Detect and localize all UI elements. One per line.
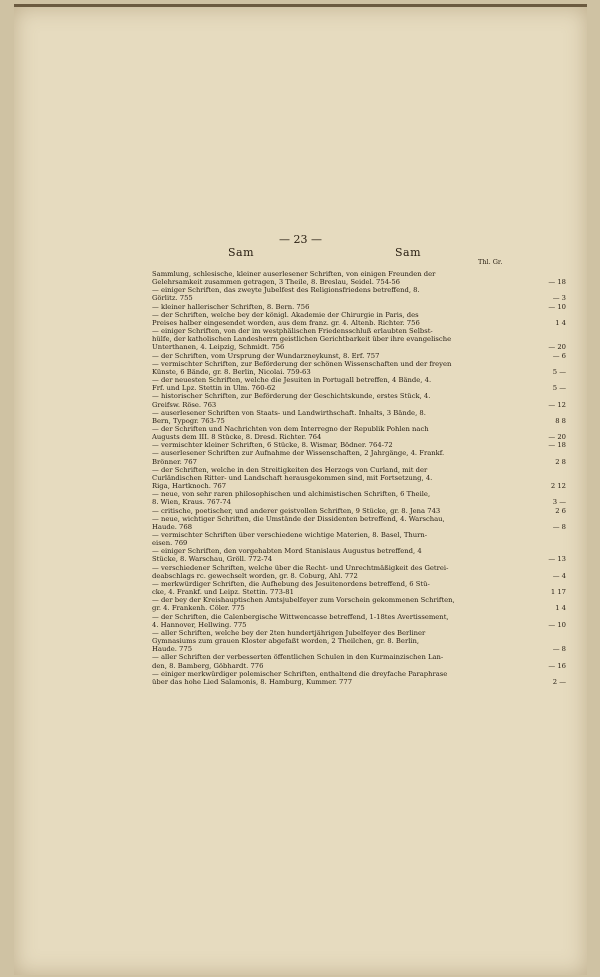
entry-price: — 18 xyxy=(548,441,566,450)
catalog-entry xyxy=(152,514,566,531)
entry-price: — 18 xyxy=(548,278,566,287)
entry-text-line: über das hohe Lied Salamonis, 8. Hamburg, Kummer. 777 xyxy=(152,677,353,686)
entry-text-line: Frf. und Lpz. Stettin in Ulm. 760-62 xyxy=(152,384,276,393)
entry-price: 8 8 xyxy=(555,416,566,425)
entry-price: — 3 xyxy=(552,294,566,303)
entry-text-line: — der Schriften, welche in den Streitigkeiten des Herzogs von Curland, mit der xyxy=(152,465,428,474)
catalog-entry xyxy=(152,563,566,580)
catalog-entry xyxy=(152,327,566,352)
catalog-entry xyxy=(152,392,566,409)
entry-text-line: Bern, Typogr. 763-75 xyxy=(152,416,225,425)
entry-price: — 20 xyxy=(548,343,566,352)
catalog-entry xyxy=(152,547,566,564)
catalog-entry xyxy=(152,441,566,450)
entry-price: — 8 xyxy=(552,522,566,531)
entry-text-line: — auserlesener Schriften zur Aufnahme der Wissenschaften, 2 Jahrgänge, 4. Frankf. xyxy=(152,449,445,458)
catalog-entry xyxy=(152,302,566,311)
book-page xyxy=(14,4,587,975)
entry-text-line: 8. Wien, Kraus. 767-74 xyxy=(152,498,231,507)
entry-text-line: — auserlesener Schriften von Staats- und Landwirthschaft. Inhalts, 3 Bände, 8. xyxy=(152,408,426,417)
entry-text-line: — historischer Schriften, zur Beförderung der Geschichtskunde, erstes Stück, 4. xyxy=(152,392,431,401)
catalog-entry xyxy=(152,424,566,442)
entry-text-line: — der neuesten Schriften, welche die Jesuiten in Portugall betreffen, 4 Bände, 4. xyxy=(152,376,432,385)
entry-text-line: — merkwürdiger Schriften, die Aufhebung des Jesuitenordens betreffend, 6 Stü- xyxy=(152,579,430,588)
entry-text-line: deabschlags rc. gewechselt worden, gr. 8. Coburg, Ahl. 772 xyxy=(152,571,358,580)
entry-text-line: 4. Hannover, Hellwing. 775 xyxy=(152,620,247,629)
entry-text-line: den, 8. Bamberg, Göbhardt. 776 xyxy=(152,661,264,670)
entry-price: — 8 xyxy=(552,645,566,654)
catalog-entry xyxy=(152,286,566,303)
entry-text-line: eisen. 769 xyxy=(152,539,188,548)
catalog-entry xyxy=(152,270,566,287)
entry-text-line: — neue, wichtiger Schriften, die Umstände der Dissidenten betreffend, 4. Warschau, xyxy=(152,514,445,523)
catalog-entry xyxy=(152,628,566,654)
entry-price: 5 — xyxy=(552,384,566,393)
entry-price: 5 — xyxy=(552,367,566,376)
entry-text-line: — einiger merkwürdiger polemischer Schriften, enthaltend die dreyfache Paraphrase xyxy=(152,669,448,678)
entry-text-line: hülfe, der katholischen Landesherrn geistlichen Gerichtbarkeit über ihre evangelische xyxy=(152,335,452,344)
entry-text-line: Greifsw. Röse. 763 xyxy=(152,400,217,409)
catalog-entry xyxy=(152,359,566,376)
entry-price: 1 17 xyxy=(550,588,566,597)
catalog-entry xyxy=(152,669,566,686)
entry-text-line: Gelehrsamkeit zusammen getragen, 3 Theile, 8. Breslau, Seidel. 754-56 xyxy=(152,278,400,287)
catalog-entry xyxy=(152,579,566,597)
entry-price: 2 — xyxy=(552,677,566,686)
entry-text-line: cke, 4. Frankf. und Leipz. Stettin. 773-81 xyxy=(152,588,294,597)
entry-price: 1 4 xyxy=(555,318,566,327)
entry-text-line: — einiger Schriften, von der im westphälischen Friedensschluß erlaubten Selbst- xyxy=(152,327,433,336)
entry-price: — 16 xyxy=(548,661,566,670)
price-header-label: Thl. Gr. xyxy=(478,258,503,266)
entry-text-line: — vermischter kleiner Schriften, 6 Stücke, 8. Wismar, Bödner. 764-72 xyxy=(152,441,393,450)
entry-text-line: Görlitz. 755 xyxy=(152,294,193,303)
catalog-entry xyxy=(152,351,566,360)
entry-text-line: — einiger Schriften, das zweyte Jubelfest des Religionsfriedens betreffend, 8. xyxy=(152,286,420,295)
entry-text-line: — der bey der Kreishauptischen Amtsjubelfeyer zum Vorschein gekommenen Schriften, xyxy=(152,596,455,605)
catalog-entry xyxy=(152,376,566,393)
entry-text-line: — der Schriften, vom Ursprung der Wundarzneykunst, 8. Erf. 757 xyxy=(152,351,380,360)
page-number: — 23 — xyxy=(279,233,322,246)
catalog-entry xyxy=(152,310,566,327)
entry-text-line: Curländischen Ritter- und Landschaft herausgekommen sind, mit Fortsetzung, 4. xyxy=(152,473,433,482)
entry-text-line: — neue, von sehr raren philosophischen und alchimistischen Schriften, 6 Theile, xyxy=(152,490,431,499)
catalog-entry xyxy=(152,531,566,548)
catalog-entry xyxy=(152,490,566,507)
entry-text-line: Künste, 6 Bände, gr. 8. Berlin, Nicolai. 759-63 xyxy=(152,367,311,376)
entry-text-line: Haude. 768 xyxy=(152,522,193,531)
entry-price: 2 8 xyxy=(555,457,566,466)
entry-price: — 10 xyxy=(548,302,566,311)
entry-text-line: Unterthanen, 4. Leipzig, Schmidt. 756 xyxy=(152,343,285,352)
entry-text-line: Stücke, 8. Warschau, Gröll. 772-74 xyxy=(152,555,273,564)
entry-text-line: — verschiedener Schriften, welche über die Recht- und Unrechtmäßigkeit des Getrei- xyxy=(152,563,449,572)
entry-text-line: Brönner. 767 xyxy=(152,457,197,466)
entry-text-line: — der Schriften, die Calenbergische Wittwencasse betreffend, 1-18tes Avertissement, xyxy=(152,612,449,621)
entry-price: — 4 xyxy=(552,571,566,580)
catalog-entry xyxy=(152,596,566,613)
catalog-entry xyxy=(152,449,566,466)
entry-text-line: — aller Schriften der verbesserten öffentlichen Schulen in den Kurmainzischen Lan- xyxy=(152,653,444,662)
catalog-entry xyxy=(152,465,566,491)
entry-text-line: — aller Schriften, welche bey der 2ten hundertjährigen Jubelfeyer des Berliner xyxy=(152,628,426,637)
entry-price: — 13 xyxy=(548,555,566,564)
entry-text-line: — der Schriften und Nachrichten von dem Interregno der Republik Pohlen nach xyxy=(152,424,429,433)
entry-price: — 20 xyxy=(548,433,566,442)
entry-price: — 12 xyxy=(548,400,566,409)
entry-price: 3 — xyxy=(552,498,566,507)
entry-text-line: Gymnasiums zum grauen Kloster abgefaßt worden, 2 Theilchen, gr. 8. Berlin, xyxy=(152,637,420,646)
entry-text-line: Augusts dem III. 8 Stücke, 8. Dresd. Richter. 764 xyxy=(152,433,322,442)
catalog-entry xyxy=(152,408,566,425)
entry-text-line: gr. 4. Frankenh. Cöler. 775 xyxy=(152,604,245,613)
running-header-right: Sam xyxy=(395,246,422,259)
entry-price: — 6 xyxy=(552,351,566,360)
entry-text-line: — der Schriften, welche bey der königl. Akademie der Chirurgie in Paris, des xyxy=(152,310,419,319)
entry-text-line: — vermischter Schriften über verschiedene wichtige Materien, 8. Basel, Thurn- xyxy=(152,531,428,539)
entry-price: 1 4 xyxy=(555,604,566,613)
catalog-entry xyxy=(152,653,566,670)
entry-text-line: Haude. 775 xyxy=(152,645,193,654)
entry-text-line: Riga, Hartknoch. 767 xyxy=(152,482,227,491)
entry-text-line: — vermischter Schriften, zur Beförderung der schönen Wissenschaften und der freyen xyxy=(152,359,452,368)
catalog-entry xyxy=(152,506,566,515)
entry-text-line: Preises halber eingesendet worden, aus dem franz. gr. 4. Altenb. Richter. 756 xyxy=(152,318,420,327)
entry-text-line: — kleiner hallerischer Schriften, 8. Bern. 756 xyxy=(152,302,310,311)
running-header-left: Sam xyxy=(228,246,255,259)
entry-price: 2 6 xyxy=(555,506,566,515)
entry-text-line: Sammlung, schlesische, kleiner auserlesener Schriften, von einigen Freunden der xyxy=(152,270,436,278)
entry-text-line: — einiger Schriften, den vorgehabten Mord Stanislaus Augustus betreffend, 4 xyxy=(152,547,422,556)
catalog-entries xyxy=(152,270,566,686)
entry-text-line: — critische, poetischer, und anderer geistvollen Schriften, 9 Stücke, gr. 8. Jena 743 xyxy=(152,506,441,515)
entry-price: 2 12 xyxy=(550,482,566,491)
catalog-entry xyxy=(152,612,566,629)
entry-price: — 10 xyxy=(548,620,566,629)
